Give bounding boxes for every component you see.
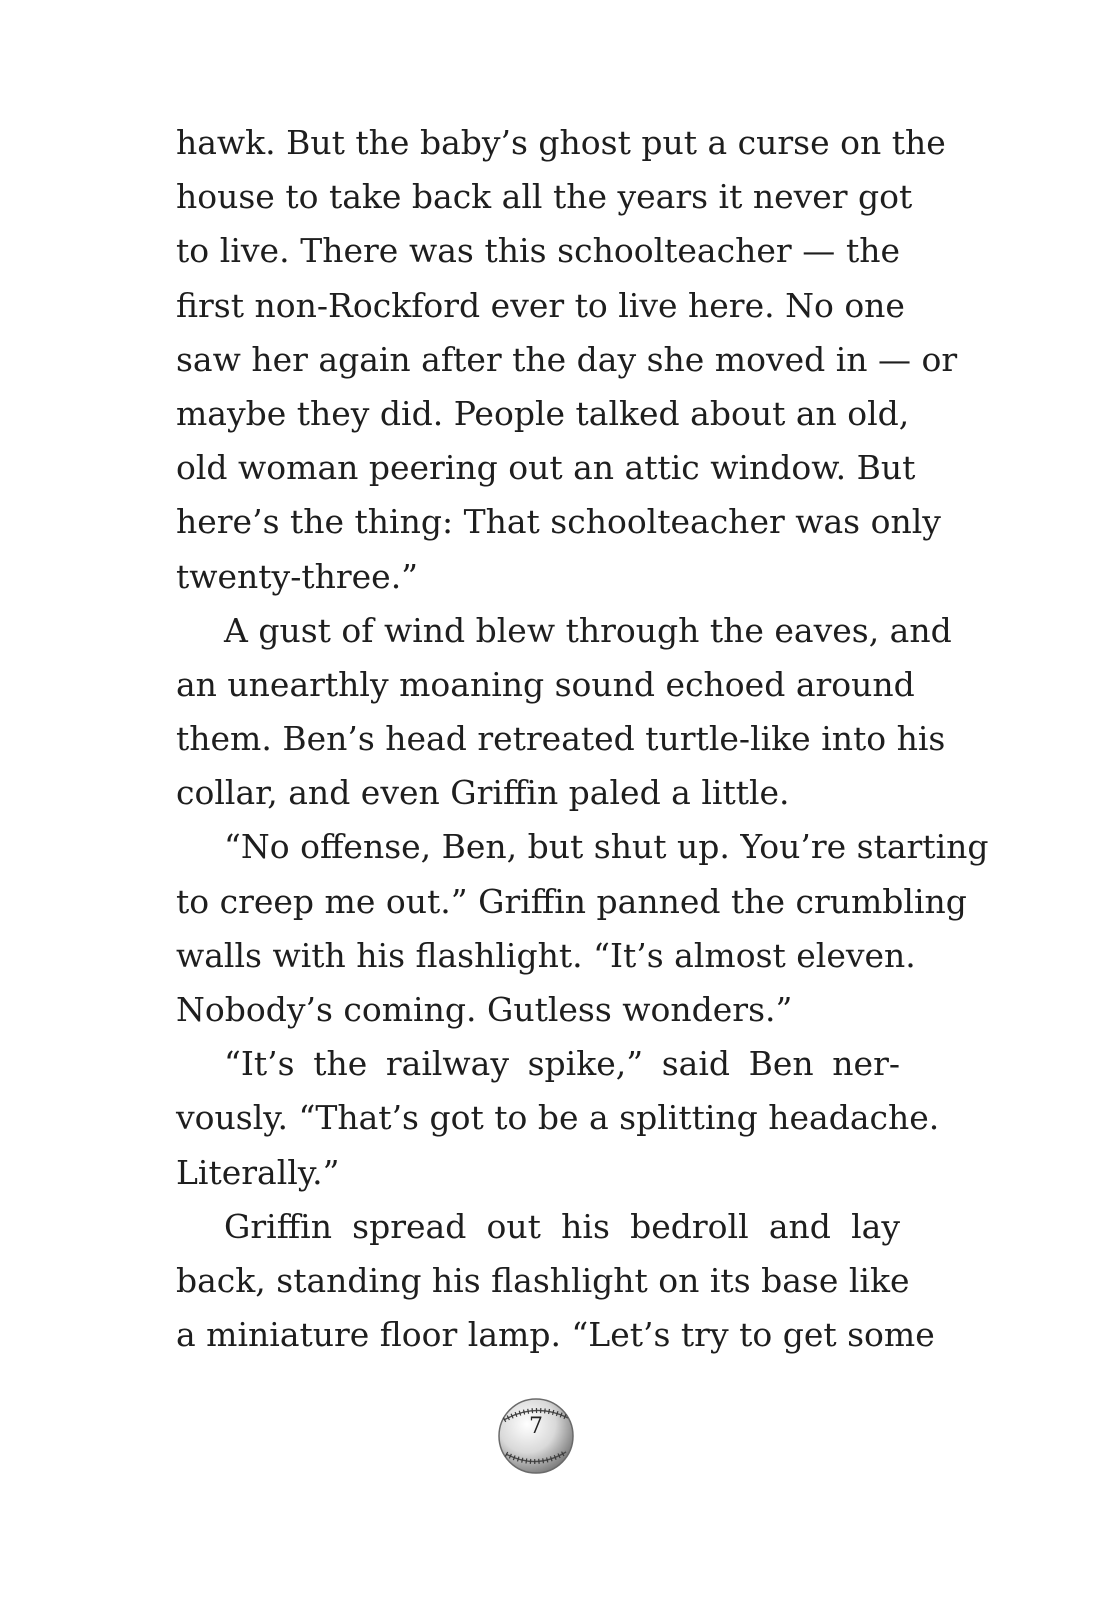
text-line: vously. “That’s got to be a splitting headache. (176, 1098, 940, 1138)
page-folio (496, 1396, 576, 1476)
text-line: here’s the thing: That schoolteacher was only (176, 502, 941, 542)
text-line: a miniature floor lamp. “Let’s try to get some (176, 1315, 935, 1355)
text-line: them. Ben’s head retreated turtle-like into his (176, 719, 946, 759)
text-line: Literally.” (176, 1152, 340, 1192)
text-line: to creep me out.” Griffin panned the crumbling (176, 881, 967, 921)
text-line: “It’s the railway spike,” said Ben ner- (224, 1044, 900, 1084)
text-line: old woman peering out an attic window. But (176, 448, 916, 488)
text-line: maybe they did. People talked about an old, (176, 393, 910, 433)
text-line: collar, and even Griffin paled a little. (176, 773, 790, 813)
page-number: 7 (529, 1414, 543, 1439)
text-line: hawk. But the baby’s ghost put a curse on the (176, 123, 946, 162)
text-line: house to take back all the years it never got (176, 177, 913, 217)
text-line: twenty-three.” (176, 556, 419, 596)
text-line: A gust of wind blew through the eaves, and (224, 610, 952, 650)
text-line: walls with his flashlight. “It’s almost eleven. (176, 935, 916, 975)
text-line: first non-Rockford ever to live here. No one (176, 285, 905, 325)
text-line: Griffin spread out his bedroll and lay (224, 1206, 900, 1246)
text-line: Nobody’s coming. Gutless wonders.” (176, 990, 793, 1029)
text-line: saw her again after the day she moved in — or (176, 339, 958, 379)
text-line: an unearthly moaning sound echoed around (176, 664, 915, 704)
text-line: “No offense, Ben, but shut up. You’re starting (224, 827, 989, 867)
body-text (176, 116, 989, 1362)
text-line: back, standing his flashlight on its base like (176, 1260, 910, 1300)
text-line: to live. There was this schoolteacher — the (176, 231, 900, 271)
